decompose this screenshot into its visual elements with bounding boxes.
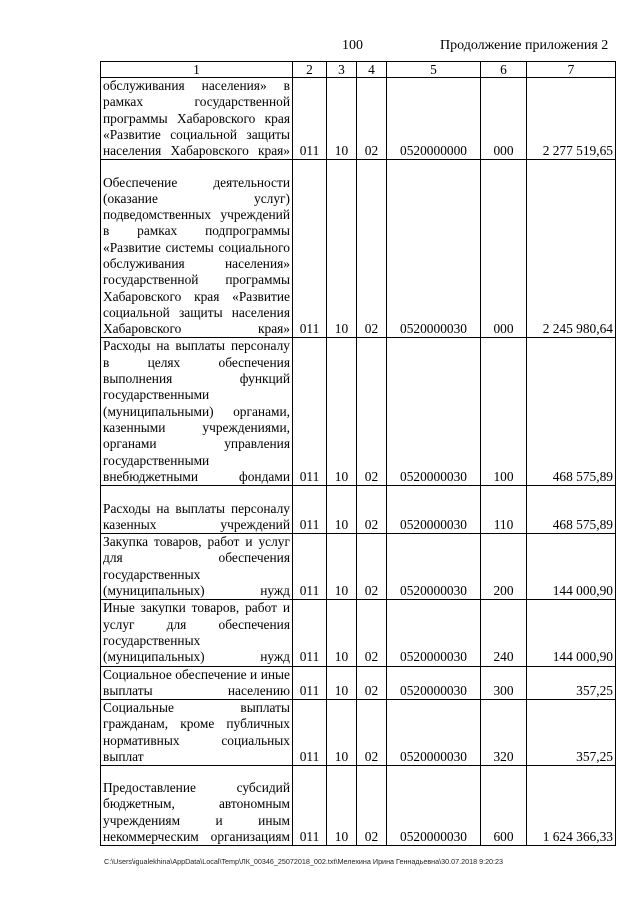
- cell-vr: 240: [481, 600, 527, 666]
- row-description: Обеспечение деятельности (оказание услуг) подведомственных учреждений в рамках подпрограммы «Развитие системы социального обслуживания населения» государственной программы Хабаровского края «Развитие социальной защиты населения Хабаровского края»: [101, 160, 293, 338]
- cell-podrazdel: 02: [357, 534, 387, 600]
- column-header-row: [101, 62, 616, 78]
- cell-csr: 0520000030: [387, 766, 481, 846]
- cell-sum: 468 575,89: [527, 338, 616, 486]
- table-row: [101, 78, 616, 160]
- cell-ved: 011: [293, 486, 327, 534]
- cell-razdel: 10: [327, 486, 357, 534]
- column-header: 3: [327, 62, 357, 78]
- cell-razdel: 10: [327, 534, 357, 600]
- table-row: [101, 700, 616, 766]
- cell-vr: 300: [481, 666, 527, 700]
- cell-ved: 011: [293, 600, 327, 666]
- row-description: Социальные выплаты гражданам, кроме публичных нормативных социальных выплат: [101, 700, 293, 766]
- cell-sum: 144 000,90: [527, 600, 616, 666]
- column-header: 4: [357, 62, 387, 78]
- cell-podrazdel: 02: [357, 78, 387, 160]
- row-description: Закупка товаров, работ и услуг для обеспечения государственных (муниципальных) нужд: [101, 534, 293, 600]
- cell-csr: 0520000030: [387, 338, 481, 486]
- page-number: 100: [342, 38, 363, 53]
- cell-podrazdel: 02: [357, 766, 387, 846]
- row-description: обслуживания населения» в рамках государственной программы Хабаровского края «Развитие социальной защиты населения Хабаровского края»: [101, 78, 293, 160]
- cell-vr: 320: [481, 700, 527, 766]
- cell-ved: 011: [293, 666, 327, 700]
- cell-razdel: 10: [327, 766, 357, 846]
- table-row: [101, 338, 616, 486]
- cell-csr: 0520000030: [387, 700, 481, 766]
- cell-podrazdel: 02: [357, 486, 387, 534]
- row-description: Иные закупки товаров, работ и услуг для обеспечения государственных (муниципальных) нужд: [101, 600, 293, 666]
- cell-ved: 011: [293, 534, 327, 600]
- cell-vr: 000: [481, 160, 527, 338]
- footer-file-path: C:\Users\igualekhina\AppData\Local\Temp\ЛК_00346_25072018_002.txt\Мелехина Ирина Геннадьевна\30.07.2018 9:20:23: [104, 857, 504, 866]
- cell-ved: 011: [293, 160, 327, 338]
- row-description: Расходы на выплаты персоналу в целях обеспечения выполнения функций государственными (муниципальными) органами, казенными учреждениями, органами управления государственными внебюджетными фондами: [101, 338, 293, 486]
- cell-csr: 0520000000: [387, 78, 481, 160]
- table-row: [101, 486, 616, 534]
- cell-vr: 600: [481, 766, 527, 846]
- cell-csr: 0520000030: [387, 160, 481, 338]
- cell-sum: 2 245 980,64: [527, 160, 616, 338]
- cell-vr: 100: [481, 338, 527, 486]
- cell-sum: 357,25: [527, 666, 616, 700]
- cell-sum: 357,25: [527, 700, 616, 766]
- cell-razdel: 10: [327, 160, 357, 338]
- table-row: [101, 666, 616, 700]
- cell-csr: 0520000030: [387, 534, 481, 600]
- table-row: [101, 600, 616, 666]
- cell-csr: 0520000030: [387, 486, 481, 534]
- budget-table: [100, 61, 616, 846]
- row-description: Социальное обеспечение и иные выплаты населению: [101, 666, 293, 700]
- cell-vr: 200: [481, 534, 527, 600]
- continuation-title: Продолжение приложения 2: [440, 38, 609, 53]
- cell-podrazdel: 02: [357, 600, 387, 666]
- cell-razdel: 10: [327, 338, 357, 486]
- column-header: 7: [527, 62, 616, 78]
- cell-ved: 011: [293, 338, 327, 486]
- cell-razdel: 10: [327, 666, 357, 700]
- cell-csr: 0520000030: [387, 666, 481, 700]
- cell-podrazdel: 02: [357, 700, 387, 766]
- cell-podrazdel: 02: [357, 160, 387, 338]
- cell-sum: 468 575,89: [527, 486, 616, 534]
- cell-podrazdel: 02: [357, 338, 387, 486]
- cell-sum: 2 277 519,65: [527, 78, 616, 160]
- cell-ved: 011: [293, 700, 327, 766]
- cell-vr: 110: [481, 486, 527, 534]
- cell-sum: 144 000,90: [527, 534, 616, 600]
- cell-csr: 0520000030: [387, 600, 481, 666]
- table-row: [101, 766, 616, 846]
- cell-razdel: 10: [327, 700, 357, 766]
- table-row: [101, 534, 616, 600]
- cell-podrazdel: 02: [357, 666, 387, 700]
- table-row: [101, 160, 616, 338]
- column-header: 5: [387, 62, 481, 78]
- cell-razdel: 10: [327, 600, 357, 666]
- cell-razdel: 10: [327, 78, 357, 160]
- row-description: Расходы на выплаты персоналу казенных учреждений: [101, 486, 293, 534]
- cell-vr: 000: [481, 78, 527, 160]
- cell-ved: 011: [293, 78, 327, 160]
- cell-ved: 011: [293, 766, 327, 846]
- column-header: 2: [293, 62, 327, 78]
- cell-sum: 1 624 366,33: [527, 766, 616, 846]
- column-header: 6: [481, 62, 527, 78]
- column-header: 1: [101, 62, 293, 78]
- row-description: Предоставление субсидий бюджетным, автономным учреждениям и иным некоммерческим организациям: [101, 766, 293, 846]
